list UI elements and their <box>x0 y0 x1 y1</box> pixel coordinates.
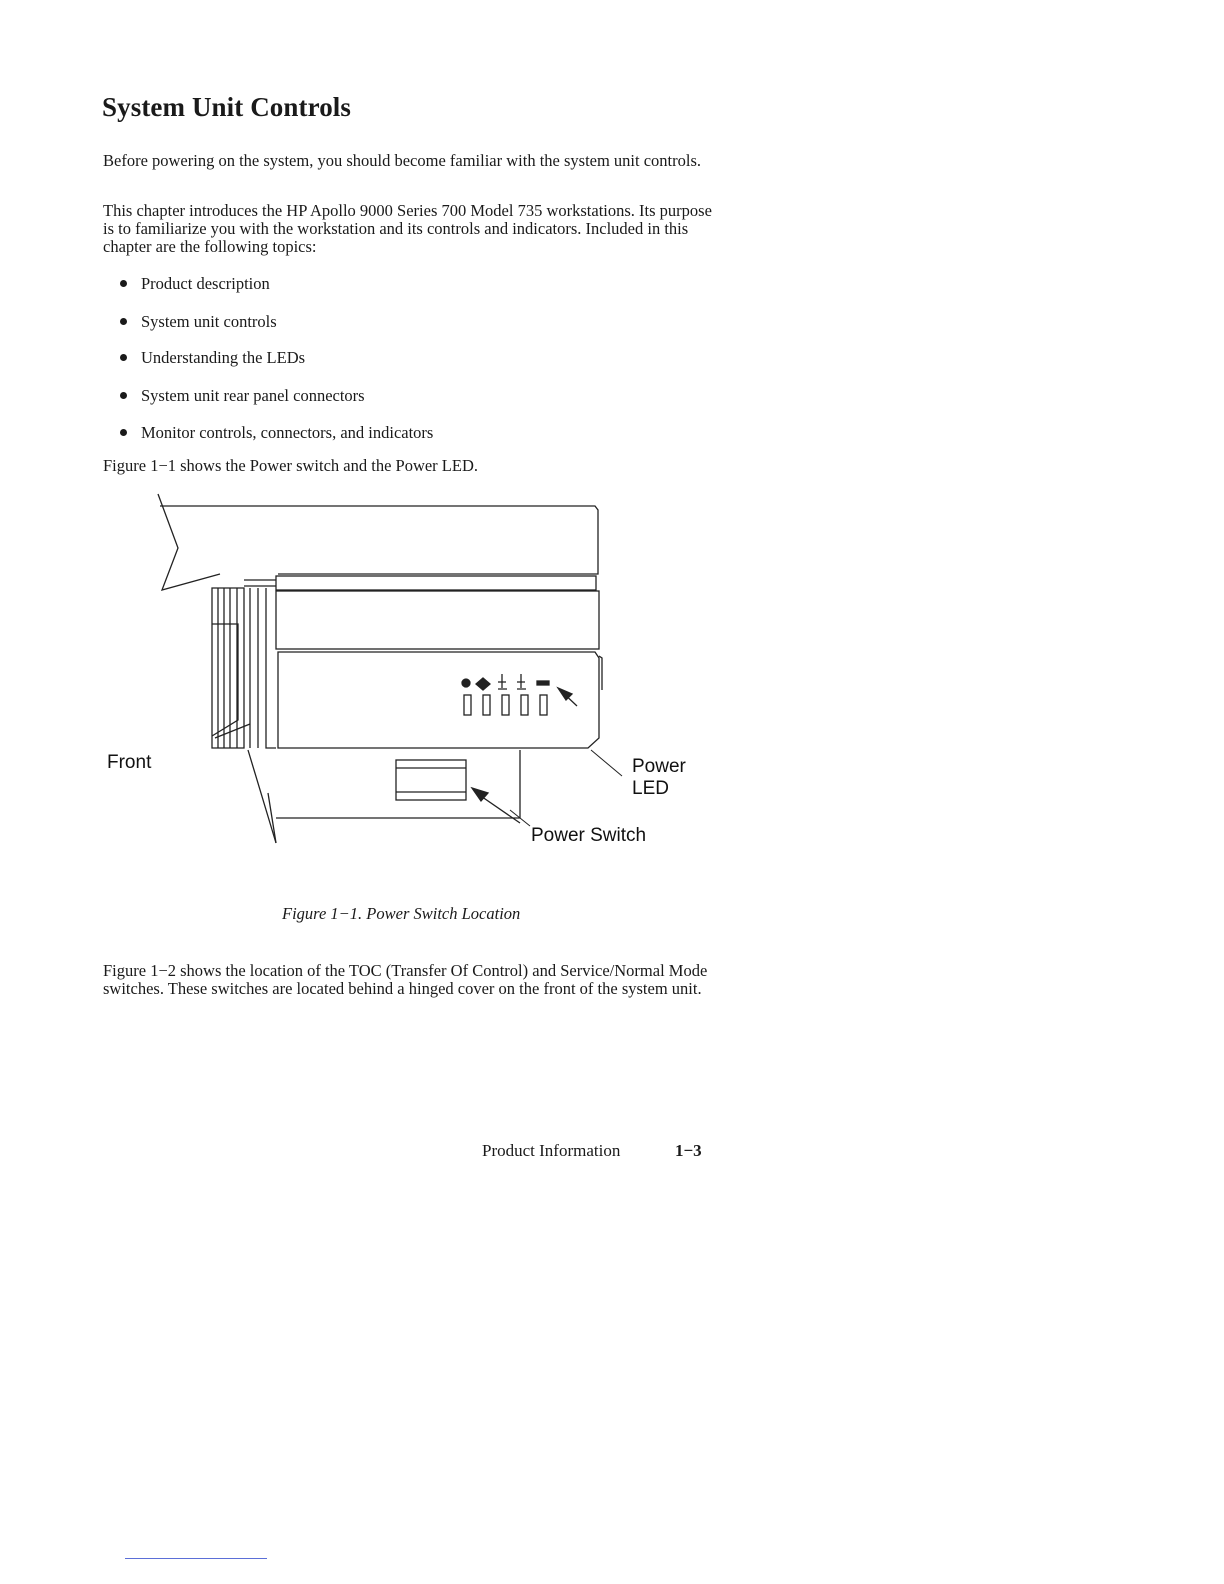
bullet-icon <box>120 429 127 436</box>
list-item: System unit rear panel connectors <box>120 386 365 406</box>
bullet-icon <box>120 318 127 325</box>
list-item: System unit controls <box>120 312 277 332</box>
list-item: Monitor controls, connectors, and indicators <box>120 423 433 443</box>
system-unit-drawing <box>100 488 720 868</box>
power-switch-label: Power Switch <box>531 825 647 846</box>
footer-section: Product Information <box>482 1141 621 1160</box>
intro-paragraph: Before powering on the system, you should become familiar with the system unit controls. <box>103 151 702 170</box>
page-title: System Unit Controls <box>102 92 352 122</box>
power-switch-figure <box>100 488 720 868</box>
page-number: 1−3 <box>675 1141 702 1160</box>
figure-caption: Figure 1−1. Power Switch Location <box>282 904 521 923</box>
list-item: Understanding the LEDs <box>120 348 305 368</box>
bullet-icon <box>120 354 127 361</box>
bullet-icon <box>120 392 127 399</box>
bullet-icon <box>120 280 127 287</box>
power-led-label: Power LED <box>632 756 686 799</box>
figure-reference-2: Figure 1−2 shows the location of the TOC (Transfer Of Control) and Service/Normal Mode switches. These switches are located behind a hinged cover on the front of the system unit. <box>103 961 708 998</box>
chapter-intro-paragraph: This chapter introduces the HP Apollo 9000 Series 700 Model 735 workstations. Its purpose is to familiarize you with the workstation and its controls and indicators. Included in this chapter are the following topics: <box>103 201 712 256</box>
list-item: Product description <box>120 274 270 294</box>
front-label: Front <box>107 752 152 773</box>
footer-rule <box>125 1558 267 1559</box>
figure-reference: Figure 1−1 shows the Power switch and the Power LED. <box>103 456 479 475</box>
